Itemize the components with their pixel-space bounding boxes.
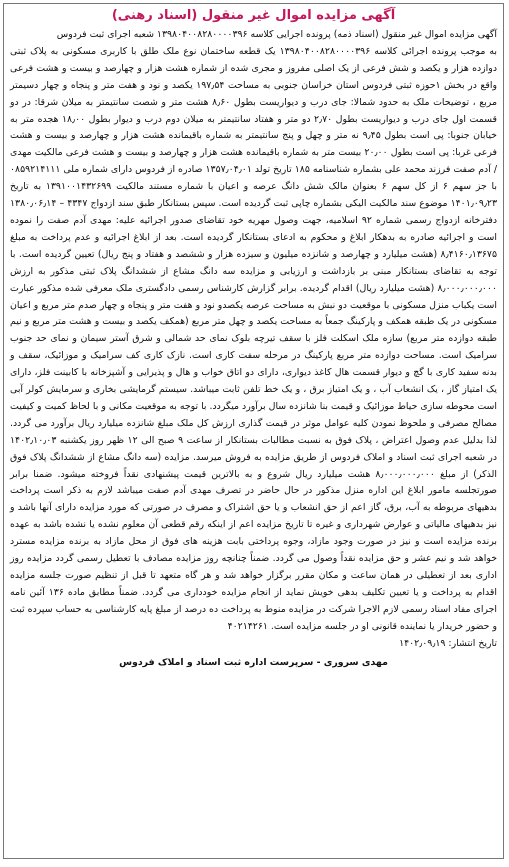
auction-notice <box>3 3 504 859</box>
notice-title: آگهی مزایده اموال غیر منقول (اسناد رهنی) <box>111 8 396 23</box>
publication-date: تاریخ انتشار: ۱۴۰۲٫۰۹٫۱۹ <box>399 637 497 649</box>
notice-body: به موجب پرونده اجرائی کلاسه ۱۳۹۸۰۴۰۰۸۲۸۰۰۰۰۳۹۶ یک قطعه ساختمان نوع ملک طلق با کاربری مسکونی به پلاک ثبتی دوازده هزار و یکصد و شش فرعی از یک اصلی مفروز و مجری شده از شماره هشت هزار و چهارصد و بیست و هشت فرعی واقع در بخش ۱حوزه ثبتی فردوس استان خراسان جنوبی به مساحت ۱۹۷٫۵۴ یکصد و نود و هفت متر و پنجاه و چهار دسیمتر مربع ، توضیحات ملک به حدود شمالا: جای درب و دیواریست بطول ۸٫۶۰ هشت متر و شصت سانتیمتر به میلان شرقا: در دو قسمت اول جای درب و دیواریست بطول ۲٫۷۰ دو متر و هفتاد سانتیمتر به میلان دوم درب و دیوار بطول ۱۸٫۰۰ هجده متر به خیابان جنوبا: پی است بطول ۹٫۴۵ نه متر و چهل و پنج سانتیمتر به شماره باقیمانده هشت هزار و چهارصد و بیست و هشت فرعی غربا: پی است بطول ۲۰٫۰۰ بیست متر به شماره باقیمانده هشت هزار و چهارصد و بیست و هشت فرعی مالکیت مهدی / آدم صفت فرزند محمد علی بشماره شناسنامه ۱۸۵ تاریخ تولد ۱۳۵۷٫۰۴٫۰۱ صادره از فردوس دارای شماره ملی ۰۸۵۹۲۱۴۱۱۱ با جز سهم ۶ از کل سهم ۶ بعنوان مالک شش دانگ عرصه و اعیان با شماره مستند مالکیت ۱۳۹۱۰۰۱۴۳۲۶۹۹ به تاریخ ۱۴۰۱٫۰۹٫۲۳ موضوع سند مالکیت الیکی بشماره چاپی ثبت گردیده است. سپس بستانکار طبق سند ازدواج ۴۳۴۷ – ۱۳۸۰٫۰۶٫۱۴ دفترخانه ازدواج رسمی شماره ۹۲ اسلامیه، جهت وصول مهریه خود تقاضای صدور اجرائیه علیه: مهدی آدم صفت را نموده است و اجرائیه صادره به بدهکار ابلاغ و محکوم به ادعای بستانکار گردیده است. بعد از ابلاغ اجرائیه و عدم پرداخت به مبلغ ۸٫۴۱۶۰٫۱۳۶۷۵ (هشت میلیارد و چهارصد و شانزده میلیون و سیزده هزار و ششصد و هفتاد و پنج ریال) تعیین گردیده است. با توجه به تقاضای بستانکار مبنی بر بازداشت و ارزیابی و مزایده سه دانگ مشاع از ششدانگ پلاک ثبتی مذکور به ارزش ۸٫۰۰۰٫۰۰۰٫۰۰۰ (هشت میلیارد ریال) اقدام گردیده. برابر گزارش کارشناس رسمی دادگستری ملک معرفی شده مذکور عبارت است یکباب منزل مسکونی با موقعیت دو نبش به مساحت عرصه یکصدو نود و هفت متر و پنجاه و چهار صدم متر مربع و اعیان مسکونی در یک طبقه همکف و پارکینگ جمعاً به مساحت یکصد و چهل متر مربع (همکف یکصد و بیست و هشت متر مربع و نیم طبقه دوازده متر مربع) سازه ملک اسکلت فلز با سقف تیرچه بلوک نمای حد شمالی و شرق آستر سیمان و نمای حد جنوب سرامیک است. مساحت دوازده متر مربع پارکینگ در مرحله سفت کاری است. نازک کاری کف سرامیک و موزائیک، سقف و بدنه سفید کاری با گچ و دیوار قسمت هال کاغذ دیواری، دارای دو اتاق خواب و هال و پذیرایی و آشپزخانه با کابینت فلز، دارای یک امتیاز گاز ، یک انشعاب آب ، و یک امتیاز برق ، و یک خط تلفن ثابت میباشد. سیستم گرمایشی بخاری و سرمایش کولر آبی است محوطه سازی حیاط موزائیک و قیمت بنا شانزده سال برآورد میگردد. با توجه به موقعیت مکانی و با لحاظ کمیت و کیفیت مصالح مصرفی و ملحوظ نمودن کلیه عوامل موثر در قیمت گذاری ارزش کل ملک مبلغ شانزده میلیارد ریال برآورد می گردد. لذا بدلیل عدم وصول اعتراض ، پلاک فوق به نسبت مطالبات بستانکار از ساعت ۹ صبح الی ۱۲ ظهر روز یکشنبه ۱۴۰۲٫۱۰٫۰۳ در شعبه اجرای ثبت اسناد و املاک فردوس از طریق مزایده به فروش میرسد. مزایده (سه دانگ مشاع از ششدانگ پلاک فوق الذکر) از مبلغ ۸٫۰۰۰٫۰۰۰٫۰۰۰ هشت میلیارد ریال شروع و به بالاترین قیمت پیشنهادی نقداً فروخته میشود. ضمنا برابر صورتجلسه مامور ابلاغ این اداره منزل مذکور در حال حاضر در تصرف مهدی آدم صفت میباشد لازم به ذکر است پرداخت بدهیهای مربوطه به آب، برق، گاز اعم از حق انشعاب و یا حق اشتراک و مصرف در صورتی که مورد مزایده دارای آنها باشد و نیز بدهیهای مالیاتی و عوارض شهرداری و غیره تا تاریخ مزایده اعم از اینکه رقم قطعی آن معلوم نشده یا نشده باشد به عهده برنده مزایده است و نیز در صورت وجود مازاد، وجوه پرداختی بابت هزینه های فوق از محل مازاد به برنده مزایده مسترد خواهد شد و نیم عشر و حق مزایده نقداً وصول می گردد. ضمناً چنانچه روز مزایده مصادف با تعطیل رسمی گردد مزایده روز اداری بعد از تعطیلی در همان ساعت و مکان مقرر برگزار خواهد شد و هر گاه متعهد تا قبل از تنظیم صورت جلسه مزایده اقدام به پرداخت و یا تعیین تکلیف بدهی خویش نماید از انجام مزایده خودداری می گردد. ضمناً مطابق ماده ۱۳۶ آئین نامه اجرای مفاد اسناد رسمی لازم الاجرا شرکت در مزایده منوط به پرداخت ده درصد از مبلغ پایه کارشناسی به حساب سپرده ثبت و حضور خریدار یا نماینده قانونی او در جلسه مزایده است. ۴۰۲۱۴۲۶۱ <box>10 45 498 632</box>
notice-intro: آگهی مزایده اموال غیر منقول (اسناد ذمه) پرونده اجرایی کلاسه ۱۳۹۸۰۴۰۰۸۲۸۰۰۰۰۳۹۶ شعبه اجرای ثبت فردوس <box>56 29 497 40</box>
signature-line: مهدی سروری - سرپرست اداره ثبت اسناد و املاک فردوس <box>119 656 388 668</box>
